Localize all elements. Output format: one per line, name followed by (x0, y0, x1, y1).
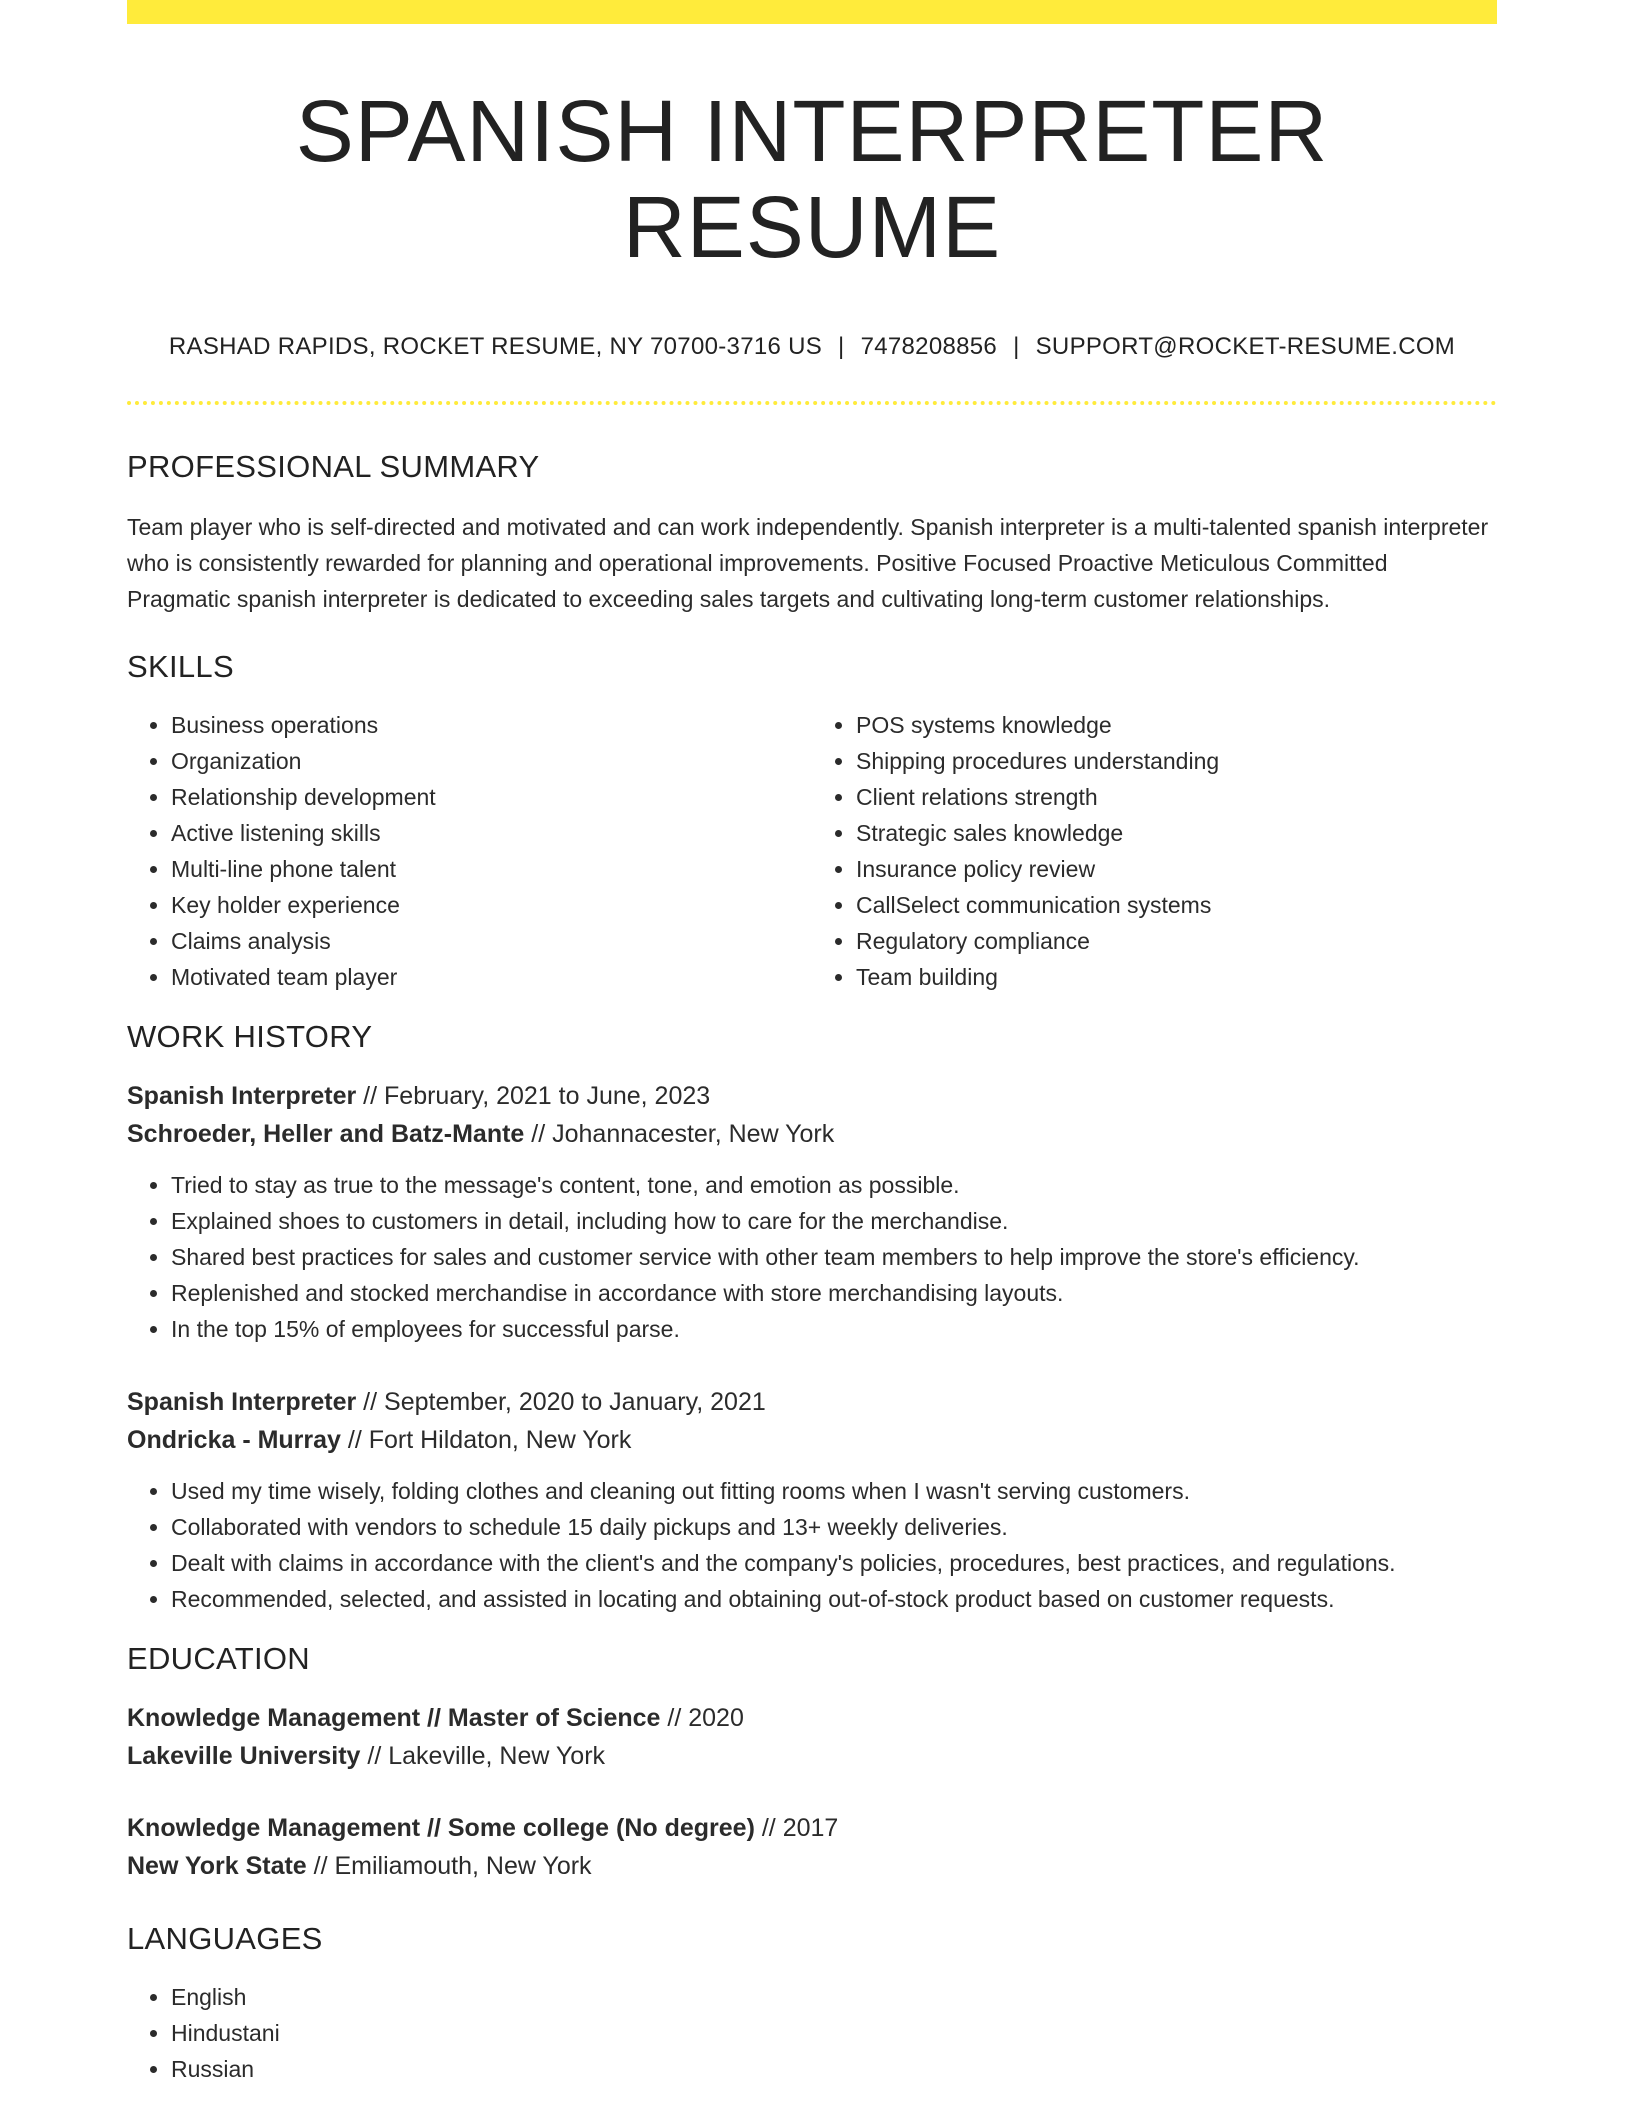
job-role: Spanish Interpreter (127, 1082, 357, 1111)
job-company: Schroeder, Heller and Batz-Mante (127, 1120, 525, 1149)
skill-item: • Team building (856, 959, 1497, 995)
job-bullet: • Tried to stay as true to the message's content, tone, and emotion as possible. (171, 1167, 1497, 1203)
contact-separator: | (838, 333, 845, 361)
skills-columns (127, 707, 1497, 995)
education-year: // 2020 (660, 1704, 744, 1733)
job-bullet: • Recommended, selected, and assisted in locating and obtaining out-of-stock product based on customer requests. (171, 1581, 1497, 1617)
section-title-education: EDUCATION (127, 1641, 310, 1677)
languages-list (127, 1979, 1497, 2087)
skill-item: • CallSelect communication systems (856, 887, 1497, 923)
job-bullet: • In the top 15% of employees for successful parse. (171, 1311, 1497, 1347)
education-degree-line (127, 1699, 1497, 1737)
job-bullet: • Replenished and stocked merchandise in accordance with store merchandising layouts. (171, 1275, 1497, 1311)
education-location: // Lakeville, New York (360, 1742, 606, 1771)
contact-separator: | (1013, 333, 1020, 361)
education-degree: Knowledge Management // Master of Science (127, 1704, 661, 1733)
job-company-line (127, 1115, 1497, 1153)
job-company-line (127, 1421, 1497, 1459)
education-location: // Emiliamouth, New York (306, 1852, 592, 1881)
resume-title: SPANISH INTERPRETER RESUME (295, 83, 1329, 276)
job-bullet: • Used my time wisely, folding clothes and cleaning out fitting rooms when I wasn't serving customers. (171, 1473, 1497, 1509)
skill-item: • Organization (171, 743, 812, 779)
skill-item: • Business operations (171, 707, 812, 743)
section-title-skills: SKILLS (127, 649, 234, 685)
language-item: • English (171, 1979, 1497, 2015)
job-dates: // September, 2020 to January, 2021 (356, 1388, 766, 1417)
education-school: Lakeville University (127, 1742, 361, 1771)
job-entry (127, 1077, 1497, 1347)
skill-item: • Active listening skills (171, 815, 812, 851)
skill-item: • Motivated team player (171, 959, 812, 995)
section-title-work-history: WORK HISTORY (127, 1019, 373, 1055)
skill-item: • POS systems knowledge (856, 707, 1497, 743)
skills-list-right (812, 707, 1497, 995)
job-bullet: • Collaborated with vendors to schedule 15 daily pickups and 13+ weekly deliveries. (171, 1509, 1497, 1545)
contact-address: RASHAD RAPIDS, ROCKET RESUME, NY 70700-3716 US (168, 333, 823, 361)
skill-item: • Strategic sales knowledge (856, 815, 1497, 851)
job-entry (127, 1383, 1497, 1617)
skill-item: • Multi-line phone talent (171, 851, 812, 887)
summary-text: Team player who is self-directed and motivated and can work independently. Spanish interpreter is a multi-talented spanish interpreter who is consistently rewarded for planning and operational improvements. Positive Focused Proactive Meticulous Committed Pragmatic spanish interpreter is dedicated to exceeding sales targets and cultivating long-term customer relationships. (127, 514, 1489, 613)
contact-email: SUPPORT@ROCKET-RESUME.COM (1035, 333, 1456, 361)
dotted-divider (127, 401, 1497, 405)
language-item: • Russian (171, 2051, 1497, 2087)
job-dates: // February, 2021 to June, 2023 (356, 1082, 711, 1111)
skill-item: • Relationship development (171, 779, 812, 815)
skill-item: • Shipping procedures understanding (856, 743, 1497, 779)
skill-item: • Claims analysis (171, 923, 812, 959)
skill-item: • Key holder experience (171, 887, 812, 923)
language-item: • Hindustani (171, 2015, 1497, 2051)
job-bullets (127, 1167, 1497, 1347)
education-school-line (127, 1847, 1497, 1885)
job-location: // Johannacester, New York (524, 1120, 835, 1149)
job-bullet: • Shared best practices for sales and customer service with other team members to help improve the store's efficiency. (171, 1239, 1497, 1275)
skill-item: • Insurance policy review (856, 851, 1497, 887)
job-bullet: • Explained shoes to customers in detail, including how to care for the merchandise. (171, 1203, 1497, 1239)
job-role: Spanish Interpreter (127, 1388, 357, 1417)
resume-page (127, 0, 1497, 2087)
education-entry (127, 1809, 1497, 1885)
education-school: New York State (127, 1852, 307, 1881)
section-title-summary: PROFESSIONAL SUMMARY (127, 449, 540, 485)
education-school-line (127, 1737, 1497, 1775)
job-company: Ondricka - Murray (127, 1426, 341, 1455)
skill-item: • Regulatory compliance (856, 923, 1497, 959)
section-title-languages: LANGUAGES (127, 1921, 323, 1957)
job-location: // Fort Hildaton, New York (340, 1426, 632, 1455)
education-degree: Knowledge Management // Some college (No degree) (127, 1814, 755, 1843)
job-bullet: • Dealt with claims in accordance with the client's and the company's policies, procedures, best practices, and regulations. (171, 1545, 1497, 1581)
job-bullets (127, 1473, 1497, 1617)
education-entry (127, 1699, 1497, 1775)
education-year: // 2017 (754, 1814, 839, 1843)
skills-list-left (127, 707, 812, 995)
contact-phone: 7478208856 (860, 333, 998, 361)
contact-line (127, 333, 1497, 361)
job-role-line (127, 1383, 1497, 1421)
job-role-line (127, 1077, 1497, 1115)
top-accent-bar (127, 0, 1497, 24)
education-degree-line (127, 1809, 1497, 1847)
skill-item: • Client relations strength (856, 779, 1497, 815)
